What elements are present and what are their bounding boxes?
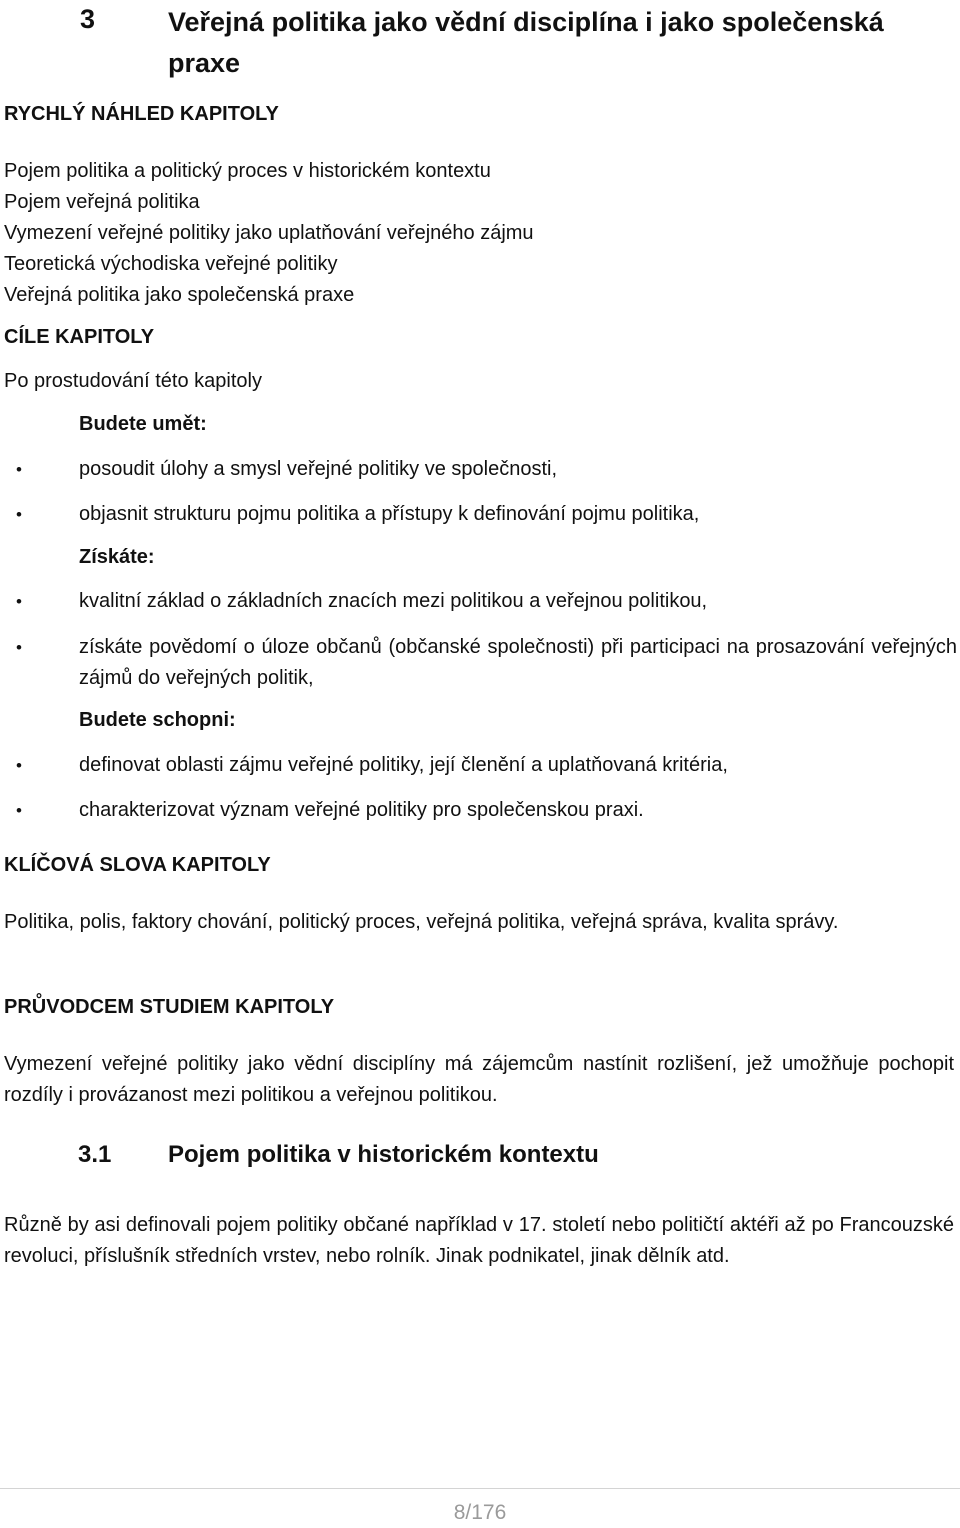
preview-item: Pojem politika a politický proces v historickém kontextu xyxy=(4,160,491,182)
bullet-icon: • xyxy=(16,592,22,611)
keywords-text: Politika, polis, faktory chování, politický proces, veřejná politika, veřejná správa, kvalita správy. xyxy=(4,911,839,933)
goals-group-title: Získáte: xyxy=(79,546,155,568)
preview-heading: RYCHLÝ NÁHLED KAPITOLY xyxy=(4,103,279,125)
goal-item: posoudit úlohy a smysl veřejné politiky ve společnosti, xyxy=(79,458,558,480)
section-number: 3.1 xyxy=(78,1141,112,1168)
bullet-icon: • xyxy=(16,756,22,775)
bullet-icon: • xyxy=(16,460,22,479)
goal-item: objasnit strukturu pojmu politika a přístupy k definování pojmu politika, xyxy=(79,503,700,525)
bullet-icon: • xyxy=(16,638,22,657)
goals-heading: CÍLE KAPITOLY xyxy=(4,326,155,348)
section-text: Různě by asi definovali pojem politiky občané například v 17. století nebo političtí aktéři až po Francouzské revoluci, příslušník středních vrstev, nebo rolník. Jinak podnikatel, jinak dělník atd. xyxy=(4,1214,954,1267)
section-title: Pojem politika v historickém kontextu xyxy=(168,1141,599,1168)
goals-intro: Po prostudování této kapitoly xyxy=(4,370,262,392)
footer-divider xyxy=(0,1488,960,1489)
chapter-number: 3 xyxy=(80,4,96,34)
chapter-title: Veřejná politika jako vědní disciplína i jako společenská praxe xyxy=(168,7,884,78)
guide-heading: PRŮVODCEM STUDIEM KAPITOLY xyxy=(4,996,335,1018)
goal-item: charakterizovat význam veřejné politiky pro společenskou praxi. xyxy=(79,799,644,821)
goals-group-title: Budete umět: xyxy=(79,413,207,435)
bullet-icon: • xyxy=(16,505,22,524)
preview-item: Vymezení veřejné politiky jako uplatňování veřejného zájmu xyxy=(4,222,534,244)
keywords-heading: KLÍČOVÁ SLOVA KAPITOLY xyxy=(4,854,271,876)
goal-item: kvalitní základ o základních znacích mezi politikou a veřejnou politikou, xyxy=(79,590,708,612)
goals-group-title: Budete schopni: xyxy=(79,709,236,731)
page-number: 8/176 xyxy=(453,1501,507,1524)
preview-item: Teoretická východiska veřejné politiky xyxy=(4,253,338,275)
preview-item: Pojem veřejná politika xyxy=(4,191,200,213)
goal-item: definovat oblasti zájmu veřejné politiky, její členění a uplatňovaná kritéria, xyxy=(79,754,728,776)
bullet-icon: • xyxy=(16,801,22,820)
guide-text: Vymezení veřejné politiky jako vědní disciplíny má zájemcům nastínit rozlišení, jež umožňuje pochopit rozdíly i provázanost mezi politikou a veřejnou politikou. xyxy=(4,1053,954,1106)
preview-item: Veřejná politika jako společenská praxe xyxy=(4,284,355,306)
goal-item: získáte povědomí o úloze občanů (občanské společnosti) při participaci na prosazování veřejných zájmů do veřejných politik, xyxy=(79,636,957,689)
